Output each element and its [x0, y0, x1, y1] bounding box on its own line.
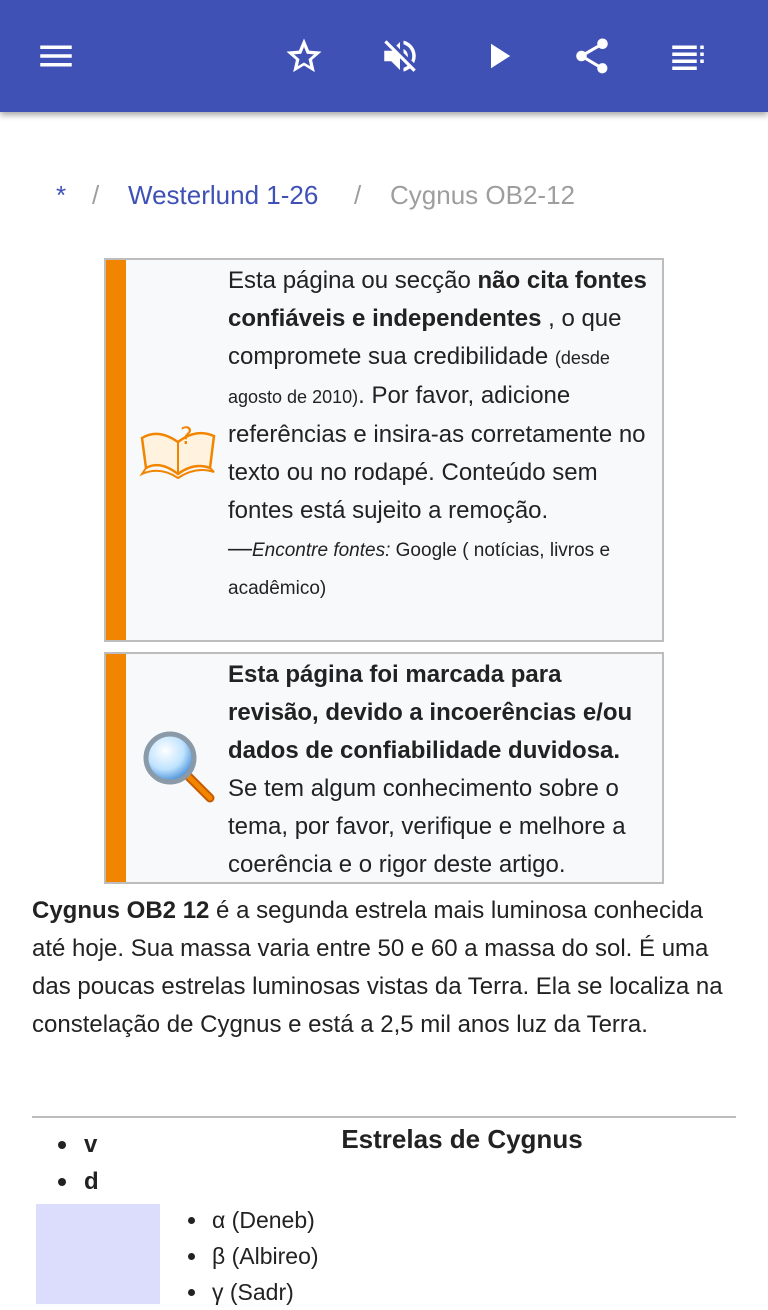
find-sources-links[interactable]: Google ( notícias, livros e acadêmico) [228, 540, 611, 599]
dash: — [228, 535, 252, 562]
svg-text:?: ? [180, 422, 193, 450]
app-toolbar [0, 0, 768, 112]
notice-text-part: , o que compromete sua credibilidade [228, 305, 622, 370]
menu-icon [35, 35, 77, 77]
notice-date: (desde agosto de 2010) [228, 348, 610, 407]
play-icon [477, 35, 519, 77]
navbox [32, 1116, 736, 1305]
article-text: é a segunda estrela mais luminosa conhecida até hoje. Sua massa varia entre 50 e 60 a massa do sol. É uma das poucas estrelas luminosas vistas da Terra. Ela se localiza na constelação de Cygnus e está a 2,5 mil anos luz da Terra. [32, 897, 723, 1038]
book-question-icon [138, 416, 218, 485]
navbox-group-cell [36, 1204, 160, 1304]
find-sources-label: Encontre fontes: [252, 540, 391, 561]
breadcrumb-root-link[interactable]: * [56, 180, 67, 210]
list-item[interactable]: β (Albireo) [180, 1238, 319, 1274]
notice-accent-bar [106, 654, 126, 882]
menu-button[interactable] [24, 24, 88, 88]
notice-text [228, 262, 654, 608]
star-outline-icon [283, 35, 325, 77]
playlist-button[interactable] [656, 24, 720, 88]
star-list [180, 1202, 319, 1310]
list-item[interactable]: α (Deneb) [180, 1202, 319, 1238]
article-subject: Cygnus OB2 12 [32, 897, 210, 924]
magnifier-icon [140, 728, 216, 809]
play-button[interactable] [466, 24, 530, 88]
playlist-icon [667, 35, 709, 77]
notice-text-part: Se tem algum conhecimento sobre o tema, por favor, verifique e melhore a coerência e o rigor deste artigo. [228, 775, 626, 878]
navbox-view-link[interactable]: v [52, 1126, 99, 1163]
bookmark-button[interactable] [272, 24, 336, 88]
volume-off-icon [379, 35, 421, 77]
article-paragraph [32, 892, 742, 1044]
notice-bold-text: Esta página foi marcada para revisão, devido a incoerências e/ou dados de confiabilidade duvidosa. [228, 661, 633, 764]
list-item[interactable]: γ (Sadr) [180, 1274, 319, 1310]
notice-text-part: Esta página ou secção [228, 267, 478, 294]
share-button[interactable] [560, 24, 624, 88]
breadcrumb-separator: / [92, 180, 100, 210]
find-sources [228, 530, 654, 608]
mute-button[interactable] [368, 24, 432, 88]
notice-text-part: . Por favor, adicione referências e insira-as corretamente no texto ou no rodapé. Conteúdo sem fontes está sujeito a remoção. [228, 382, 646, 524]
navbox-discuss-link[interactable]: d [52, 1163, 99, 1200]
unreferenced-notice [104, 258, 664, 642]
breadcrumb-parent-link[interactable]: Westerlund 1-26 [128, 180, 319, 210]
notice-accent-bar [106, 260, 126, 640]
review-notice [104, 652, 664, 884]
breadcrumb-current: Cygnus OB2-12 [390, 180, 575, 210]
breadcrumb-separator: / [354, 180, 362, 210]
share-icon [571, 35, 613, 77]
notice-text [228, 656, 654, 884]
navbox-title: Estrelas de Cygnus [341, 1124, 583, 1154]
notice-bold-text: não cita fontes confiáveis e independentes [228, 267, 647, 332]
